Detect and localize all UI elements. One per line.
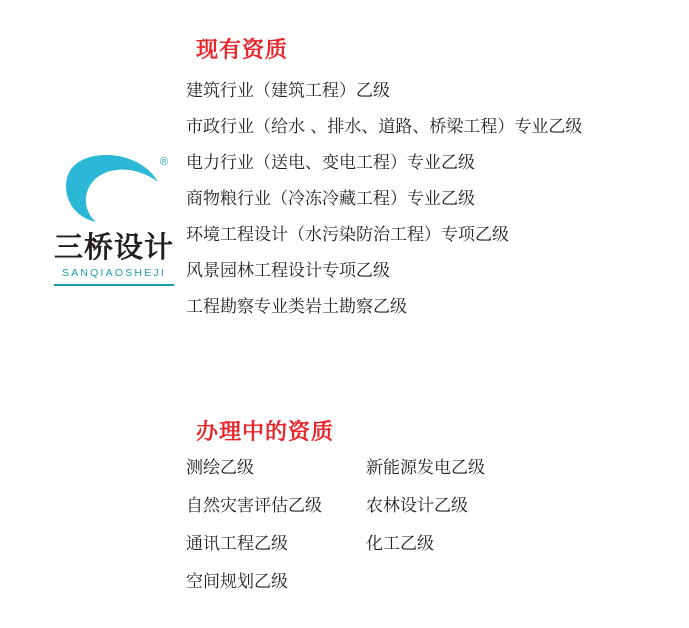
list-item-col1: 空间规划乙级 <box>186 572 288 592</box>
existing-qualification-list <box>186 83 666 335</box>
list-item-col1: 自然灾害评估乙级 <box>186 496 322 516</box>
registered-trademark-icon: ® <box>159 156 168 168</box>
company-logo <box>48 152 180 286</box>
list-item <box>186 460 656 477</box>
list-item: 工程勘察专业类岩土勘察乙级 <box>186 297 407 317</box>
list-item: 风景园林工程设计专项乙级 <box>186 261 390 281</box>
section-title-processing: 办理中的资质 <box>196 420 335 445</box>
logo-wave-icon <box>58 152 170 230</box>
list-item <box>186 536 656 553</box>
list-item-col2: 新能源发电乙级 <box>366 458 485 478</box>
list-item-col1: 测绘乙级 <box>186 458 254 478</box>
list-item <box>186 498 656 515</box>
section-title-existing: 现有资质 <box>196 38 289 63</box>
list-item-col2: 农林设计乙级 <box>366 496 468 516</box>
list-item: 市政行业（给水 、排水、道路、桥梁工程）专业乙级 <box>186 117 583 137</box>
list-item <box>186 574 656 591</box>
list-item-col2: 化工乙级 <box>366 534 434 554</box>
list-item: 建筑行业（建筑工程）乙级 <box>186 81 390 101</box>
list-item: 环境工程设计（水污染防治工程）专项乙级 <box>186 225 509 245</box>
logo-pinyin: SANQIAOSHEJI <box>61 266 166 279</box>
list-item-col1: 通讯工程乙级 <box>186 534 288 554</box>
list-item: 商物粮行业（冷冻冷藏工程）专业乙级 <box>186 189 475 209</box>
list-item-col2 <box>366 574 626 591</box>
list-item: 电力行业（送电、变电工程）专业乙级 <box>186 153 475 173</box>
logo-divider <box>54 284 174 286</box>
logo-company-name: 三桥设计 <box>53 230 174 264</box>
processing-qualification-list <box>186 460 656 612</box>
